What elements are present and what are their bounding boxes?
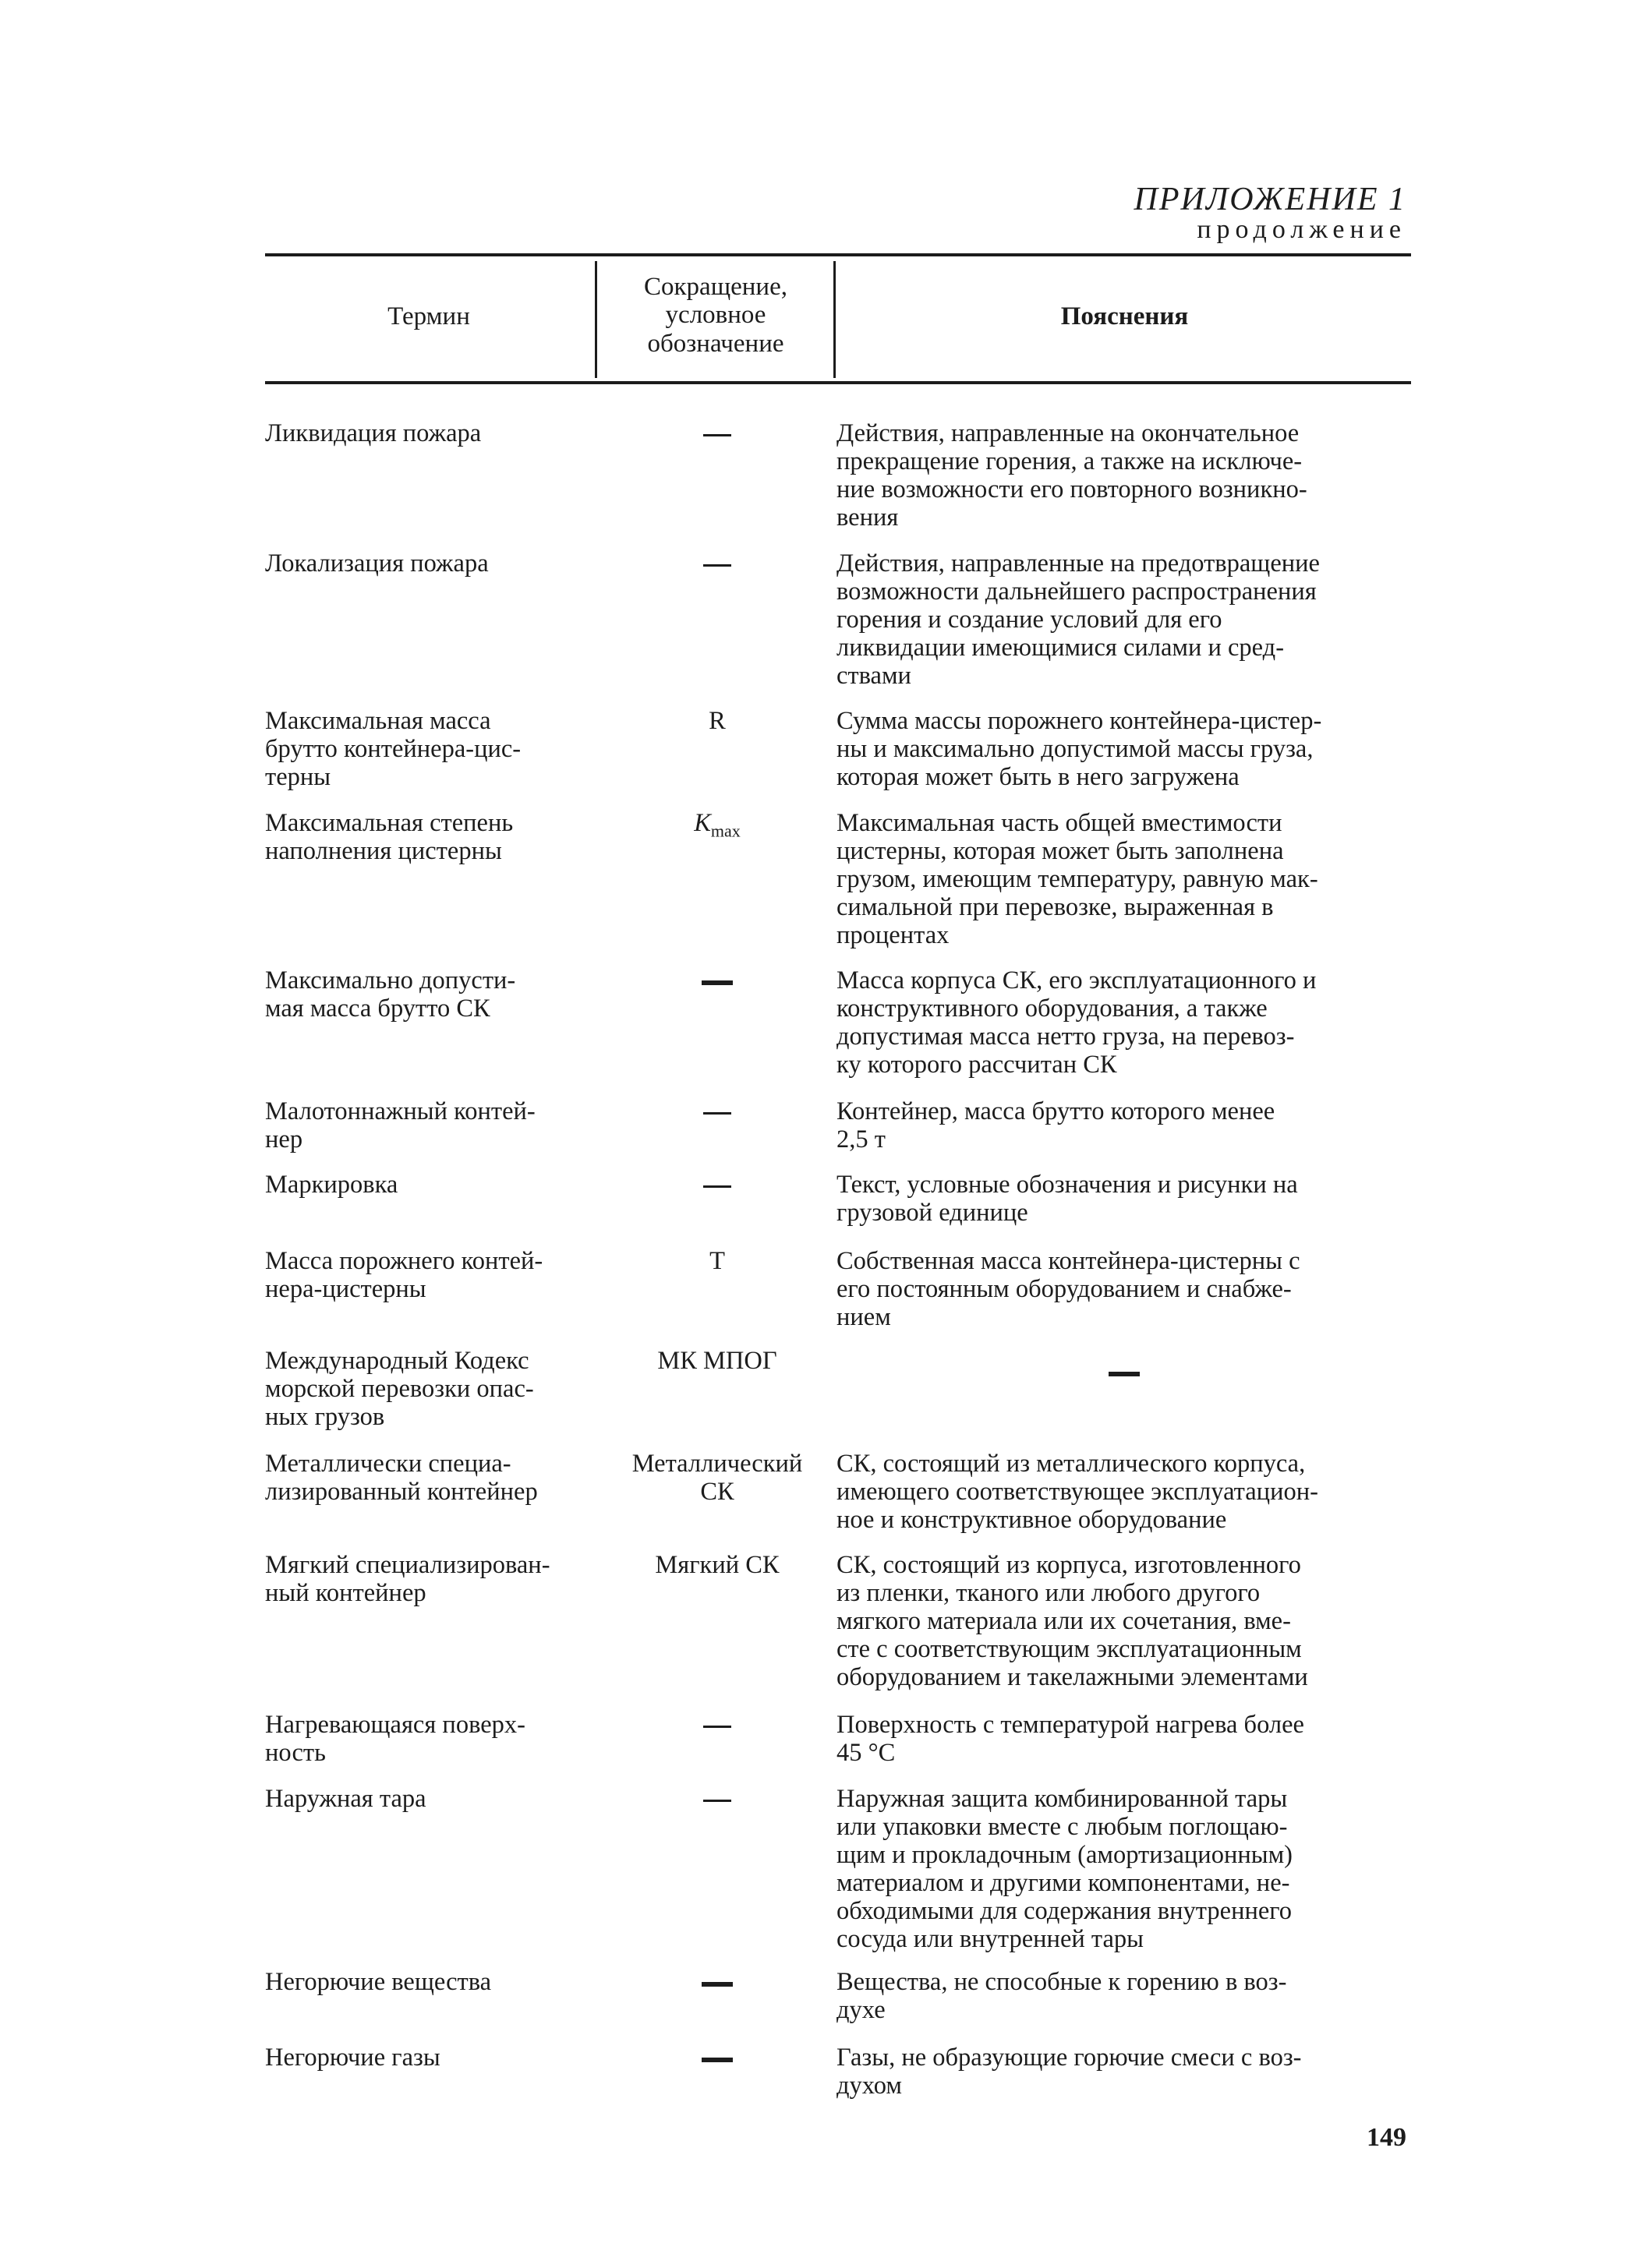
dash-mark bbox=[703, 1112, 731, 1115]
term-cell bbox=[265, 1785, 592, 1813]
explanation-line: Контейнер, масса брутто которого менее bbox=[836, 1097, 1275, 1125]
explanation-line: мягкого материала или их сочетания, вме- bbox=[836, 1607, 1291, 1635]
explanation-cell bbox=[836, 1171, 1411, 1227]
term-line: Локализация пожара bbox=[265, 549, 489, 578]
explanation-line: ние возможности его повторного возникно- bbox=[836, 475, 1307, 503]
column-header-abbreviation bbox=[600, 273, 831, 358]
explanation-line: его постоянным оборудованием и снабже- bbox=[836, 1275, 1292, 1303]
term-line: ных грузов bbox=[265, 1403, 385, 1431]
term-line: Малотоннажный контей- bbox=[265, 1097, 536, 1125]
explanation-line: Сумма массы порожнего контейнера-цистер- bbox=[836, 707, 1322, 735]
explanation-cell bbox=[836, 966, 1411, 1079]
explanation-line: ное и конструктивное оборудование bbox=[836, 1506, 1227, 1534]
abbreviation-cell bbox=[600, 1785, 834, 1813]
column-header-abbreviation-line: Сокращение, bbox=[644, 273, 787, 301]
explanation-line: из пленки, тканого или любого другого bbox=[836, 1579, 1261, 1607]
term-line: Ликвидация пожара bbox=[265, 419, 482, 447]
term-line: нера-цистерны bbox=[265, 1275, 426, 1303]
term-cell bbox=[265, 809, 592, 865]
explanation-line: грузом, имеющим температуру, равную мак- bbox=[836, 865, 1318, 893]
explanation-line: которая может быть в него загружена bbox=[836, 763, 1240, 791]
explanation-line: ствами bbox=[836, 662, 911, 690]
explanation-line: 45 °С bbox=[836, 1739, 896, 1767]
appendix-title: ПРИЛОЖЕНИЕ 1 bbox=[1134, 182, 1406, 217]
term-line: Максимально допусти- bbox=[265, 966, 516, 994]
term-line: лизированный контейнер bbox=[265, 1478, 538, 1506]
abbreviation-cell bbox=[600, 1097, 834, 1125]
abbreviation-subscript: max bbox=[710, 821, 741, 841]
abbreviation-cell bbox=[600, 809, 834, 846]
column-header-explanation: Пояснения bbox=[1060, 302, 1189, 330]
explanation-line: сосуда или внутренней тары bbox=[836, 1925, 1144, 1953]
explanation-line: Наружная защита комбинированной тары bbox=[836, 1785, 1288, 1813]
explanation-cell bbox=[836, 419, 1411, 532]
abbreviation-symbol: K bbox=[694, 809, 711, 837]
dash-mark bbox=[703, 434, 731, 436]
explanation-cell bbox=[836, 1785, 1411, 1953]
abbreviation-cell: Мягкий СК bbox=[655, 1551, 780, 1579]
abbreviation-line: СК bbox=[700, 1478, 734, 1506]
abbreviation-cell bbox=[600, 2044, 834, 2072]
explanation-cell bbox=[836, 1968, 1411, 2024]
explanation-line: цистерны, которая может быть заполнена bbox=[836, 837, 1284, 865]
explanation-line: Действия, направленные на окончательное bbox=[836, 419, 1300, 447]
explanation-line: вения bbox=[836, 503, 899, 532]
dash-mark bbox=[703, 1800, 731, 1802]
explanation-line: 2,5 т bbox=[836, 1125, 886, 1153]
explanation-line: допустимая масса нетто груза, на перевоз- bbox=[836, 1023, 1295, 1051]
term-line: Наружная тара bbox=[265, 1785, 426, 1813]
explanation-line: конструктивного оборудования, а также bbox=[836, 994, 1268, 1023]
explanation-cell bbox=[836, 1711, 1411, 1767]
explanation-cell bbox=[836, 1358, 1411, 1386]
explanation-cell bbox=[836, 809, 1411, 949]
explanation-cell bbox=[836, 1551, 1411, 1691]
dash-mark bbox=[702, 1982, 733, 1987]
term-line: Международный Кодекс bbox=[265, 1347, 529, 1375]
abbreviation-cell: МК МПОГ bbox=[657, 1347, 777, 1375]
column-header-abbreviation-line: обозначение bbox=[647, 329, 784, 358]
term-line: Металлически специа- bbox=[265, 1450, 511, 1478]
term-cell bbox=[265, 1097, 592, 1153]
explanation-line: СК, состоящий из металлического корпуса, bbox=[836, 1450, 1306, 1478]
explanation-cell bbox=[836, 707, 1411, 791]
explanation-line: нием bbox=[836, 1303, 891, 1331]
abbreviation-cell bbox=[600, 419, 834, 447]
dash-mark bbox=[1109, 1372, 1140, 1376]
explanation-line: Газы, не образующие горючие смеси с воз- bbox=[836, 2044, 1302, 2072]
explanation-line: грузовой единице bbox=[836, 1199, 1028, 1227]
term-line: Нагревающаяся поверх- bbox=[265, 1711, 525, 1739]
explanation-line: ликвидации имеющимися силами и сред- bbox=[836, 634, 1285, 662]
term-cell bbox=[265, 1247, 592, 1303]
term-line: нер bbox=[265, 1125, 303, 1153]
explanation-line: ны и максимально допустимой массы груза, bbox=[836, 735, 1314, 763]
explanation-line: горения и создание условий для его bbox=[836, 606, 1222, 634]
table-top-rule bbox=[265, 253, 1411, 256]
explanation-line: или упаковки вместе с любым поглощаю- bbox=[836, 1813, 1288, 1841]
explanation-line: прекращение горения, а также на исключе- bbox=[836, 447, 1303, 475]
explanation-line: оборудованием и такелажными элементами bbox=[836, 1663, 1308, 1691]
abbreviation-cell: R bbox=[709, 707, 726, 735]
explanation-line: сте с соответствующим эксплуатационным bbox=[836, 1635, 1302, 1663]
term-line: ный контейнер bbox=[265, 1579, 426, 1607]
term-cell bbox=[265, 549, 592, 578]
abbreviation-cell bbox=[600, 1171, 834, 1199]
explanation-line: Масса корпуса СК, его эксплуатационного и bbox=[836, 966, 1317, 994]
explanation-line: Текст, условные обозначения и рисунки на bbox=[836, 1171, 1298, 1199]
term-line: терны bbox=[265, 763, 331, 791]
explanation-line: обходимыми для содержания внутреннего bbox=[836, 1897, 1293, 1925]
dash-mark bbox=[702, 980, 733, 985]
term-cell bbox=[265, 1551, 592, 1607]
explanation-cell bbox=[836, 1097, 1411, 1153]
abbreviation-line: Металлический bbox=[631, 1450, 803, 1478]
term-cell bbox=[265, 966, 592, 1023]
term-line: Масса порожнего контей- bbox=[265, 1247, 543, 1275]
term-cell bbox=[265, 707, 592, 791]
term-line: Негорючие вещества bbox=[265, 1968, 492, 1996]
explanation-cell bbox=[836, 1450, 1411, 1534]
abbreviation-cell bbox=[600, 1711, 834, 1739]
term-cell bbox=[265, 1347, 592, 1431]
term-line: мая масса брутто СК bbox=[265, 994, 490, 1023]
term-cell bbox=[265, 2044, 592, 2072]
explanation-line: щим и прокладочным (амортизационным) bbox=[836, 1841, 1293, 1869]
explanation-line: возможности дальнейшего распространения bbox=[836, 578, 1317, 606]
column-divider bbox=[595, 261, 597, 378]
explanation-cell bbox=[836, 1247, 1411, 1331]
explanation-line: Поверхность с температурой нагрева более bbox=[836, 1711, 1304, 1739]
term-line: Негорючие газы bbox=[265, 2044, 440, 2072]
explanation-line: духе bbox=[836, 1996, 886, 2024]
term-line: ность bbox=[265, 1739, 326, 1767]
appendix-subtitle: продолжение bbox=[1197, 215, 1406, 244]
term-cell bbox=[265, 1711, 592, 1767]
dash-mark bbox=[703, 564, 731, 567]
explanation-cell bbox=[836, 549, 1411, 690]
explanation-line: симальной при перевозке, выраженная в bbox=[836, 893, 1274, 921]
abbreviation-cell bbox=[600, 1968, 834, 1996]
page-number: 149 bbox=[1367, 2123, 1406, 2152]
term-cell bbox=[265, 1450, 592, 1506]
explanation-line: Действия, направленные на предотвращение bbox=[836, 549, 1320, 578]
explanation-cell bbox=[836, 2044, 1411, 2100]
explanation-line: материалом и другими компонентами, не- bbox=[836, 1869, 1290, 1897]
term-line: морской перевозки опас- bbox=[265, 1375, 534, 1403]
explanation-line: Собственная масса контейнера-цистерны с bbox=[836, 1247, 1300, 1275]
dash-mark bbox=[703, 1185, 731, 1188]
explanation-line: имеющего соответствующее эксплуатацион- bbox=[836, 1478, 1318, 1506]
explanation-line: Вещества, не способные к горению в воз- bbox=[836, 1968, 1287, 1996]
term-line: брутто контейнера-цис- bbox=[265, 735, 522, 763]
explanation-line: СК, состоящий из корпуса, изготовленного bbox=[836, 1551, 1301, 1579]
term-line: Мягкий специализирован- bbox=[265, 1551, 550, 1579]
explanation-line: ку которого рассчитан СК bbox=[836, 1051, 1117, 1079]
abbreviation-cell bbox=[600, 966, 834, 994]
dash-mark bbox=[702, 2058, 733, 2062]
explanation-line: духом bbox=[836, 2072, 902, 2100]
abbreviation-cell bbox=[600, 1450, 834, 1506]
term-cell bbox=[265, 419, 592, 447]
term-line: Максимальная степень bbox=[265, 809, 514, 837]
term-line: Маркировка bbox=[265, 1171, 398, 1199]
column-header-term: Термин bbox=[387, 302, 470, 330]
explanation-line: Максимальная часть общей вместимости bbox=[836, 809, 1282, 837]
dash-mark bbox=[703, 1726, 731, 1728]
explanation-line: процентах bbox=[836, 921, 950, 949]
column-header-abbreviation-line: условное bbox=[665, 301, 766, 330]
abbreviation-cell bbox=[600, 549, 834, 578]
term-cell bbox=[265, 1171, 592, 1199]
table-header-bottom-rule bbox=[265, 381, 1411, 384]
column-divider bbox=[833, 261, 836, 378]
term-cell bbox=[265, 1968, 592, 1996]
term-line: наполнения цистерны bbox=[265, 837, 502, 865]
term-line: Максимальная масса bbox=[265, 707, 491, 735]
abbreviation-cell: Т bbox=[709, 1247, 725, 1275]
